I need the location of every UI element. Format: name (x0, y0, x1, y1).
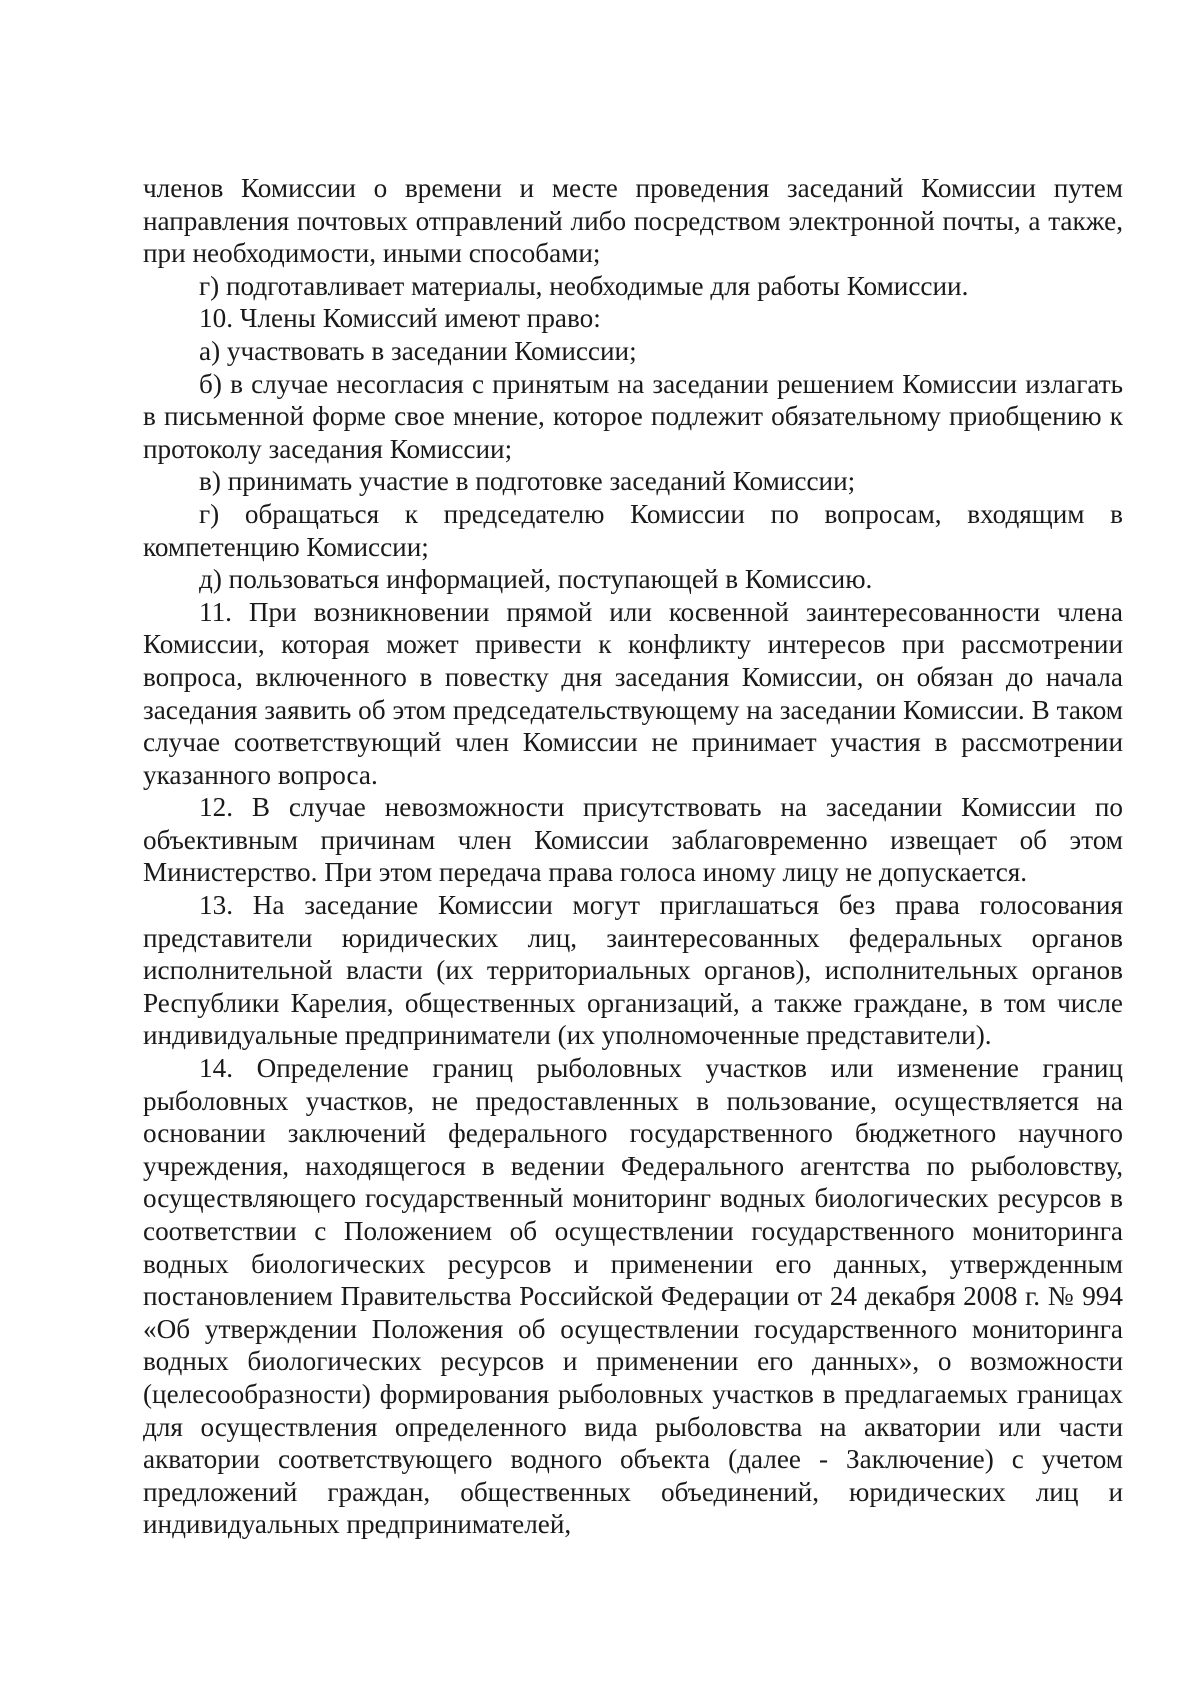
paragraph-10-d: д) пользоваться информацией, поступающей в Комиссию. (199, 564, 873, 595)
paragraph-continuation: членов Комиссии о времени и месте проведения заседаний Комиссии путем направления почтовых отправлений либо посредством электронной почты, а также, при необходимости, иными способами; (143, 173, 1123, 269)
paragraph-12: 12. В случае невозможности присутствовать на заседании Комиссии по объективным причинам член Комиссии заблаговременно извещает об этом Министерство. При этом передача права голоса иному лицу не допускается. (143, 792, 1123, 888)
paragraph-11: 11. При возникновении прямой или косвенной заинтересованности члена Комиссии, которая может привести к конфликту интересов при рассмотрении вопроса, включенного в повестку дня заседания Комиссии, он обязан до начала заседания заявить об этом председательствующему на заседании Комиссии. В таком случае соответствующий член Комиссии не принимает участия в рассмотрении указанного вопроса. (143, 596, 1123, 790)
paragraph-10-g: г) обращаться к председателю Комиссии по вопросам, входящим в компетенцию Комиссии; (143, 498, 1123, 562)
paragraph-10-v: в) принимать участие в подготовке заседаний Комиссии; (199, 466, 856, 497)
paragraph-14: 14. Определение границ рыболовных участков или изменение границ рыболовных участков, не предоставленных в пользование, осуществляется на основании заключений федерального государственного бюджетного научного учреждения, находящегося в ведении Федерального агентства по рыболовству, осуществляющего государственный мониторинг водных биологических ресурсов в соответствии с Положением об осуществлении государственного мониторинга водных биологических ресурсов и применении его данных, утвержденным постановлением Правительства Российской Федерации от 24 декабря 2008 г. № 994 «Об утверждении Положения об осуществлении государственного мониторинга водных биологических ресурсов и применении его данных», о возможности (целесообразности) формирования рыболовных участков в предлагаемых границах для осуществления определенного вида рыболовства на акватории или части акватории соответствующего водного объекта (далее - Заключение) с учетом предложений граждан, общественных объединений, юридических лиц и индивидуальных предпринимателей, (143, 1053, 1123, 1540)
paragraph-13: 13. На заседание Комиссии могут приглашаться без права голосования представители юридических лиц, заинтересованных федеральных органов исполнительной власти (их территориальных органов), исполнительных органов Республики Карелия, общественных организаций, а также граждане, в том числе индивидуальные предприниматели (их уполномоченные представители). (143, 890, 1123, 1051)
paragraph-item-g-prepares: г) подготавливает материалы, необходимые для работы Комиссии. (199, 270, 969, 301)
paragraph-10-b: б) в случае несогласия с принятым на заседании решением Комиссии излагать в письменной форме свое мнение, которое подлежит обязательному приобщению к протоколу заседания Комиссии; (143, 368, 1123, 464)
paragraph-10-a: а) участвовать в заседании Комиссии; (199, 335, 637, 366)
document-body (143, 172, 1123, 1541)
paragraph-10: 10. Члены Комиссий имеют право: (199, 303, 601, 334)
